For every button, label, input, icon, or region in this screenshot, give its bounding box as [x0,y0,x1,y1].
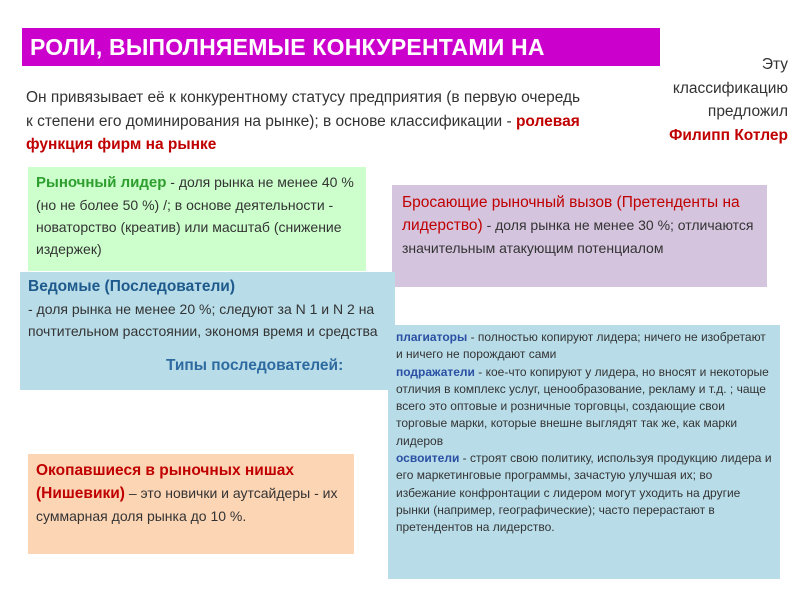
challengers-body: - доля рынка не менее 30 %; отличаются значительным атакующим потенциалом [402,217,754,256]
nichers-box [28,454,354,554]
follower-types-box [388,325,780,579]
follower-type-item [396,364,772,450]
follower-type-term: подражатели [396,364,475,379]
challengers-box [392,185,767,287]
follower-type-text: - кое-что копируют у лидера, но вносят и некоторые отличия в комплекс услуг, ценообразование, рекламу и т.д. ; чаще всего это оптовые и розничные торговцы, создающие свои торговые марки, которые внешне выглядят так же, как марки лидеров [396,364,769,448]
side-note-line: Эту [761,56,788,73]
follower-type-text: - полностью копируют лидера; ничего не изобретают и ничего не порождают сами [396,330,766,362]
side-note [588,53,788,147]
followers-heading: Ведомые (Последователи) [28,278,235,295]
nichers-heading: Окопавшиеся в рыночных нишах (Нишевики) [36,462,294,502]
follower-types-label: Типы последователей: [166,357,344,374]
follower-type-item [396,329,772,364]
challengers-heading: Бросающие рыночный вызов (Претенденты на лидерство) [402,194,740,234]
market-leader-body: - доля рынка не менее 40 % (но не более 50 %) /; в основе деятельности - новаторство (креатив) или масштаб (снижение издержек) [36,174,354,257]
market-leader-heading: Рыночный лидер [36,174,167,191]
intro-highlight: ролевая функция фирм на рынке [26,112,580,153]
slide-title: РОЛИ, ВЫПОЛНЯЕМЫЕ КОНКУРЕНТАМИ НА [30,34,545,60]
intro-text: Он привязывает её к конкурентному статусу предприятия (в первую очередь к степени его доминирования на рынке); в основе классификации - [26,89,581,130]
intro-paragraph [26,86,586,166]
side-note-author: Филипп Котлер [669,126,788,144]
follower-type-item [396,450,772,536]
nichers-body: – это новички и аутсайдеры - их суммарная доля рынка до 10 %. [36,485,338,524]
follower-type-term: плагиаторы [396,330,468,344]
followers-body: - доля рынка не менее 20 %; следуют за N 1 и N 2 на почтительном расстоянии, экономя время и средства [28,301,378,339]
follower-type-text: - строят свою политику, используя продукцию лидера и его маркетинговые программы, зачастую улучшая их; во избежание конфронтации с лидером могут уходить на другие рынки (например, географические); часто перерастают в претендентов на лидерство. [396,451,772,535]
market-leader-box [28,167,366,271]
slide-title-bar [22,28,660,66]
side-note-line: классификацию [672,79,788,97]
side-note-line: предложил [707,103,788,120]
follower-type-term: освоители [396,451,460,466]
